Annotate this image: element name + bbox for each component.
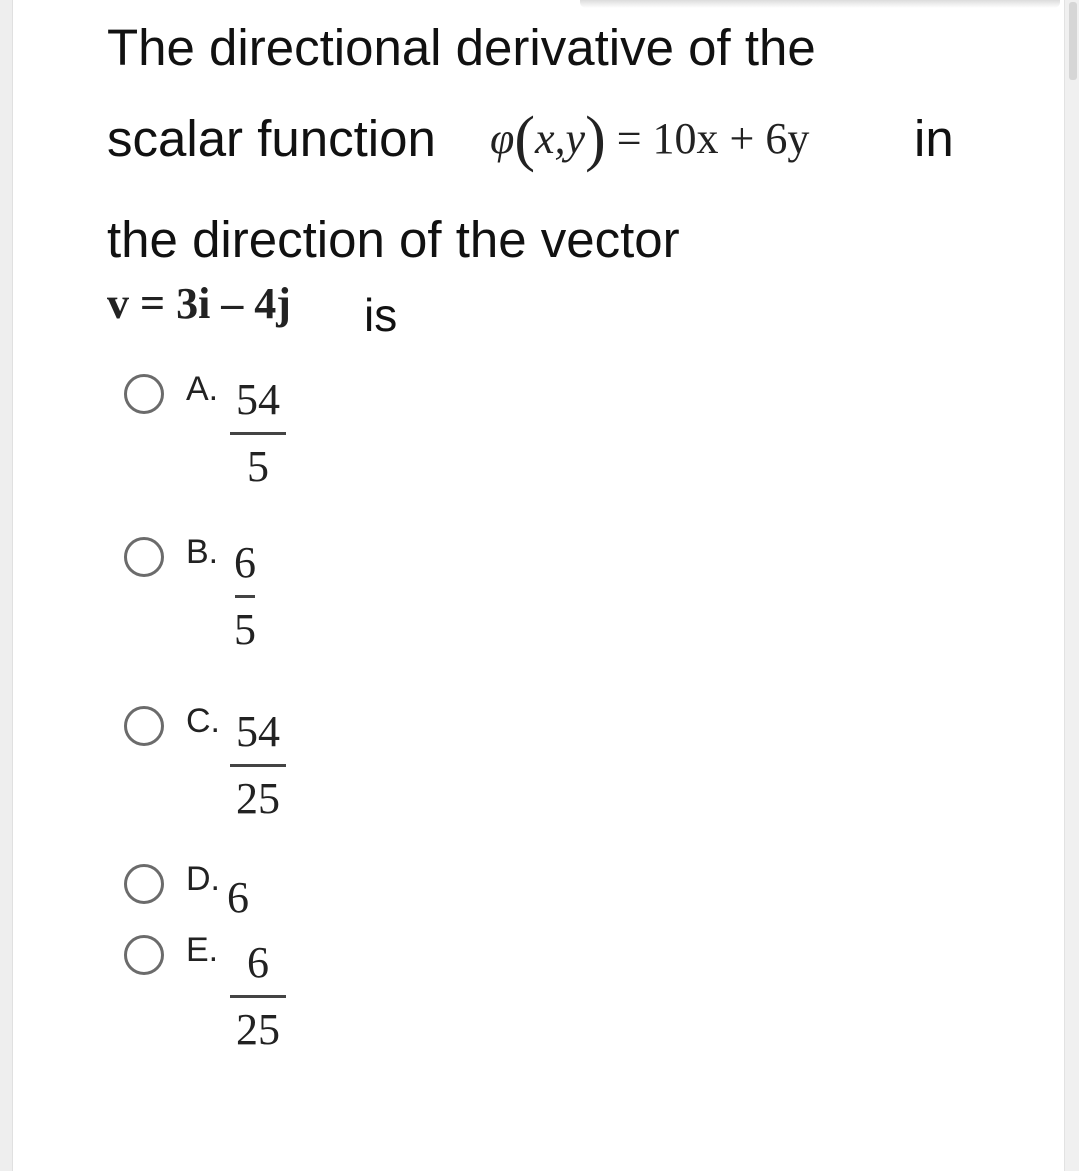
left-panel-edge: [0, 0, 13, 1171]
option-d-letter: D.: [186, 860, 220, 898]
option-e-denominator: 25: [236, 1005, 280, 1054]
scrollbar-track[interactable]: [1064, 0, 1079, 1171]
option-b-letter: B.: [186, 533, 219, 571]
option-c-numerator: 54: [236, 707, 280, 756]
fraction-bar: [235, 595, 255, 598]
fraction-bar: [230, 432, 286, 435]
scrollbar-thumb[interactable]: [1069, 2, 1077, 80]
vector-expression: v = 3i – 4j: [107, 279, 291, 328]
option-c-letter: C.: [186, 702, 220, 740]
option-c-denominator: 25: [236, 774, 280, 823]
top-shadow: [580, 0, 1060, 8]
option-a-letter: A.: [186, 370, 219, 408]
fraction-bar: [230, 764, 286, 767]
radio-option-d[interactable]: [124, 864, 164, 904]
option-a-denominator: 5: [247, 442, 269, 491]
option-d-value: 6: [227, 873, 249, 922]
option-c-fraction: [230, 707, 286, 823]
radio-option-e[interactable]: [124, 935, 164, 975]
option-b-numerator: 6: [234, 538, 256, 587]
fraction-bar: [230, 995, 286, 998]
scalar-function-expression: φ(x,y) = 10x + 6y: [490, 105, 810, 173]
option-e-letter: E.: [186, 931, 219, 969]
option-a-fraction: [230, 375, 286, 491]
option-e-numerator: 6: [247, 938, 269, 987]
option-a-numerator: 54: [236, 375, 280, 424]
option-b-fraction: [230, 538, 260, 654]
question-line-4-tail: is: [364, 289, 398, 341]
radio-option-a[interactable]: [124, 374, 164, 414]
question-line-3: the direction of the vector: [107, 211, 680, 268]
function-args: x,y: [535, 114, 586, 163]
question-line-2-tail: in: [914, 110, 954, 167]
question-line-1: The directional derivative of the: [107, 19, 816, 76]
phi-symbol: φ: [490, 114, 515, 163]
question-line-2: scalar function: [107, 110, 436, 167]
radio-option-c[interactable]: [124, 706, 164, 746]
option-e-fraction: [230, 938, 286, 1054]
radio-option-b[interactable]: [124, 537, 164, 577]
function-rhs: = 10x + 6y: [616, 114, 810, 163]
option-b-denominator: 5: [234, 605, 256, 654]
